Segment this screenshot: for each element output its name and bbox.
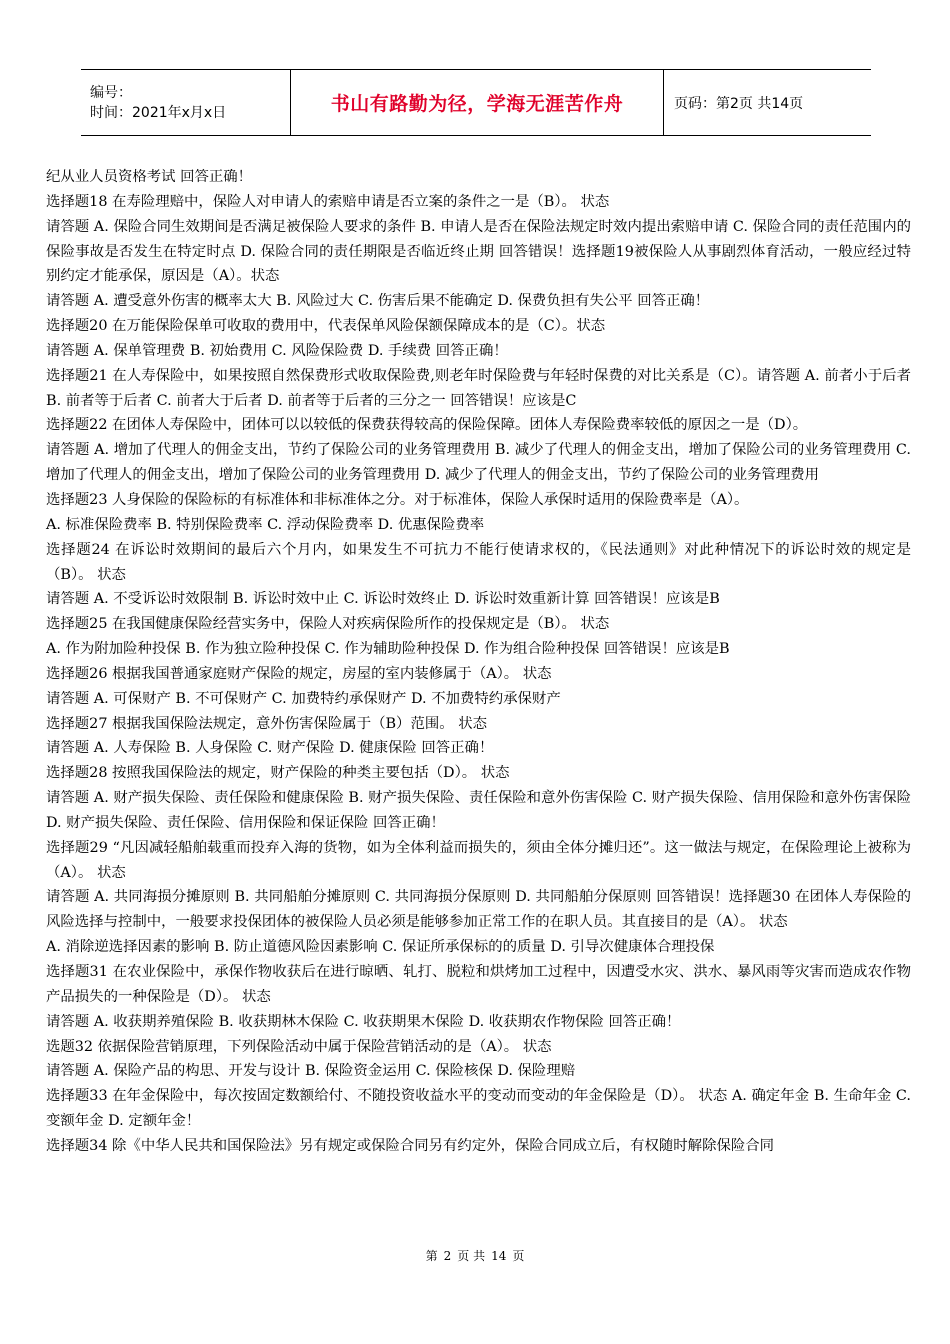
body-paragraph: 请答题 A. 不受诉讼时效限制 B. 诉讼时效中止 C. 诉讼时效终止 D. 诉讼时效重新计算 回答错误！应该是B bbox=[46, 591, 720, 608]
header-motto: 书山有路勤为径，学海无涯苦作舟 bbox=[291, 70, 664, 136]
body-paragraph: 选择题23 人身保险的保险标的有标准体和非标准体之分。对于标准体，保险人承保时适用的保险费率是（A）。 bbox=[46, 491, 749, 508]
body-paragraph: 选择题22 在团体人寿保险中，团体可以以较低的保费获得较高的保险保障。团体人寿保险费率较低的原因之一是（D）。 bbox=[46, 417, 808, 434]
footer-page-current: 2 bbox=[443, 1249, 452, 1263]
header-meta-cell bbox=[81, 70, 291, 136]
body-paragraph: 请答题 A. 保险合同生效期间是否满足被保险人要求的条件 B. 申请人是否在保险法规定时效内提出索赔申请 C. 保险合同的责任范围内的保险事故是否发生在特定时点 D. 保险合同的责任期限是否临近终止期 回答错误！选择题19被保险人从事剧烈体育活动，一般应经过特别约定才能承保，原因是（A）。状态 bbox=[46, 218, 911, 285]
body-paragraph: A. 标准保险费率 B. 特别保险费率 C. 浮动保险费率 D. 优惠保险费率 bbox=[46, 516, 485, 533]
body-paragraph: 请答题 A. 可保财产 B. 不可保财产 C. 加费特约承保财产 D. 不加费特约承保财产 bbox=[46, 690, 561, 707]
footer-page-prefix: 第 bbox=[425, 1249, 438, 1263]
document-body bbox=[46, 165, 911, 1159]
footer-page-suffix: 页 bbox=[512, 1249, 525, 1263]
body-paragraph: 纪从业人员资格考试 回答正确！ bbox=[46, 169, 253, 185]
body-paragraph: 选择题25 在我国健康保险经营实务中，保险人对疾病保险所作的投保规定是（B）。 状态 bbox=[46, 616, 610, 633]
page-footer bbox=[0, 1247, 950, 1264]
body-paragraph: A. 作为附加险种投保 B. 作为独立险种投保 C. 作为辅助险种投保 D. 作为组合险种投保 回答错误！应该是B bbox=[46, 641, 730, 658]
body-paragraph: 选择题28 按照我国保险法的规定，财产保险的种类主要包括（D）。 状态 bbox=[46, 765, 510, 782]
header-page-number: 页码：第2页 共14页 bbox=[664, 70, 872, 136]
body-paragraph: 选择题18 在寿险理赔中，保险人对申请人的索赔申请是否立案的条件之一是（B）。 状态 bbox=[46, 193, 610, 210]
body-paragraph: 选择题31 在农业保险中，承保作物收获后在进行晾晒、轧打、脱粒和烘烤加工过程中，因遭受水灾、洪水、暴风雨等灾害而造成农作物产品损失的一种保险是（D）。 状态 bbox=[46, 964, 911, 1005]
body-paragraph: 选择题21 在人寿保险中，如果按照自然保费形式收取保险费,则老年时保险费与年轻时保费的对比关系是（C）。请答题 A. 前者小于后者 B. 前者等于后者 C. 前者大于后者 D. 前者等于后者的三分之一 回答错误！应该是C bbox=[46, 367, 911, 409]
body-paragraph: 请答题 A. 遭受意外伤害的概率太大 B. 风险过大 C. 伤害后果不能确定 D. 保费负担有失公平 回答正确！ bbox=[46, 293, 710, 310]
document-time-label: 时间：2021年x月x日 bbox=[90, 104, 227, 121]
body-paragraph: 请答题 A. 共同海损分摊原则 B. 共同船舶分摊原则 C. 共同海损分保原则 D. 共同船舶分保原则 回答错误！选择题30 在团体人寿保险的风险选择与控制中，一般要求投保团体的被保险人员必须是能够参加正常工作的在职人员。其直接目的是（A）。 状态 bbox=[46, 889, 911, 931]
body-paragraph: 选题32 依据保险营销原理，下列保险活动中属于保险营销活动的是（A）。 状态 bbox=[46, 1038, 552, 1055]
footer-page-total: 14 bbox=[491, 1249, 507, 1263]
body-paragraph: 请答题 A. 保险产品的构思、开发与设计 B. 保险资金运用 C. 保险核保 D. 保险理赔 bbox=[46, 1063, 576, 1080]
body-paragraph: 请答题 A. 财产损失保险、责任保险和健康保险 B. 财产损失保险、责任保险和意外伤害保险 C. 财产损失保险、信用保险和意外伤害保险 D. 财产损失保险、责任保险、信用保险和保证保险 回答正确！ bbox=[46, 790, 911, 831]
document-number-label: 编号： bbox=[90, 84, 132, 101]
body-paragraph: A. 消除逆选择因素的影响 B. 防止道德风险因素影响 C. 保证所承保标的的质量 D. 引导次健康体合理投保 bbox=[46, 939, 715, 956]
body-paragraph: 选择题34 除《中华人民共和国保险法》另有规定或保险合同另有约定外，保险合同成立后，有权随时解除保险合同 bbox=[46, 1137, 775, 1154]
body-paragraph: 请答题 A. 收获期养殖保险 B. 收获期林木保险 C. 收获期果木保险 D. 收获期农作物保险 回答正确！ bbox=[46, 1013, 681, 1030]
body-paragraph: 选择题27 根据我国保险法规定，意外伤害保险属于（B）范围。 状态 bbox=[46, 715, 487, 732]
header-table bbox=[81, 69, 871, 136]
body-paragraph: 选择题24 在诉讼时效期间的最后六个月内，如果发生不可抗力不能行使请求权的，《民法通则》对此种情况下的诉讼时效的规定是（B）。 状态 bbox=[46, 541, 911, 583]
footer-page-mid: 页 共 bbox=[457, 1249, 486, 1263]
body-paragraph: 选择题20 在万能保险保单可收取的费用中，代表保单风险保额保障成本的是（C）。状态 bbox=[46, 318, 606, 335]
body-paragraph: 选择题33 在年金保险中，每次按固定数额给付、不随投资收益水平的变动而变动的年金保险是（D）。 状态 A. 确定年金 B. 生命年金 C. 变额年金 D. 定额年金！ bbox=[46, 1088, 911, 1130]
body-paragraph: 请答题 A. 人寿保险 B. 人身保险 C. 财产保险 D. 健康保险 回答正确！ bbox=[46, 740, 494, 757]
body-paragraph: 选择题26 根据我国普通家庭财产保险的规定，房屋的室内装修属于（A）。 状态 bbox=[46, 665, 552, 682]
body-paragraph: 请答题 A. 增加了代理人的佣金支出，节约了保险公司的业务管理费用 B. 减少了代理人的佣金支出，增加了保险公司的业务管理费用 C. 增加了代理人的佣金支出，增加了保险公司的业务管理费用 D. 减少了代理人的佣金支出，节约了保险公司的业务管理费用 bbox=[46, 442, 911, 484]
body-paragraph: 请答题 A. 保单管理费 B. 初始费用 C. 风险保险费 D. 手续费 回答正确！ bbox=[46, 342, 508, 359]
body-paragraph: 选择题29 “凡因减轻船舶载重而投弃入海的货物，如为全体利益而损失的，须由全体分摊归还”。这一做法与规定，在保险理论上被称为（A）。 状态 bbox=[46, 839, 911, 881]
